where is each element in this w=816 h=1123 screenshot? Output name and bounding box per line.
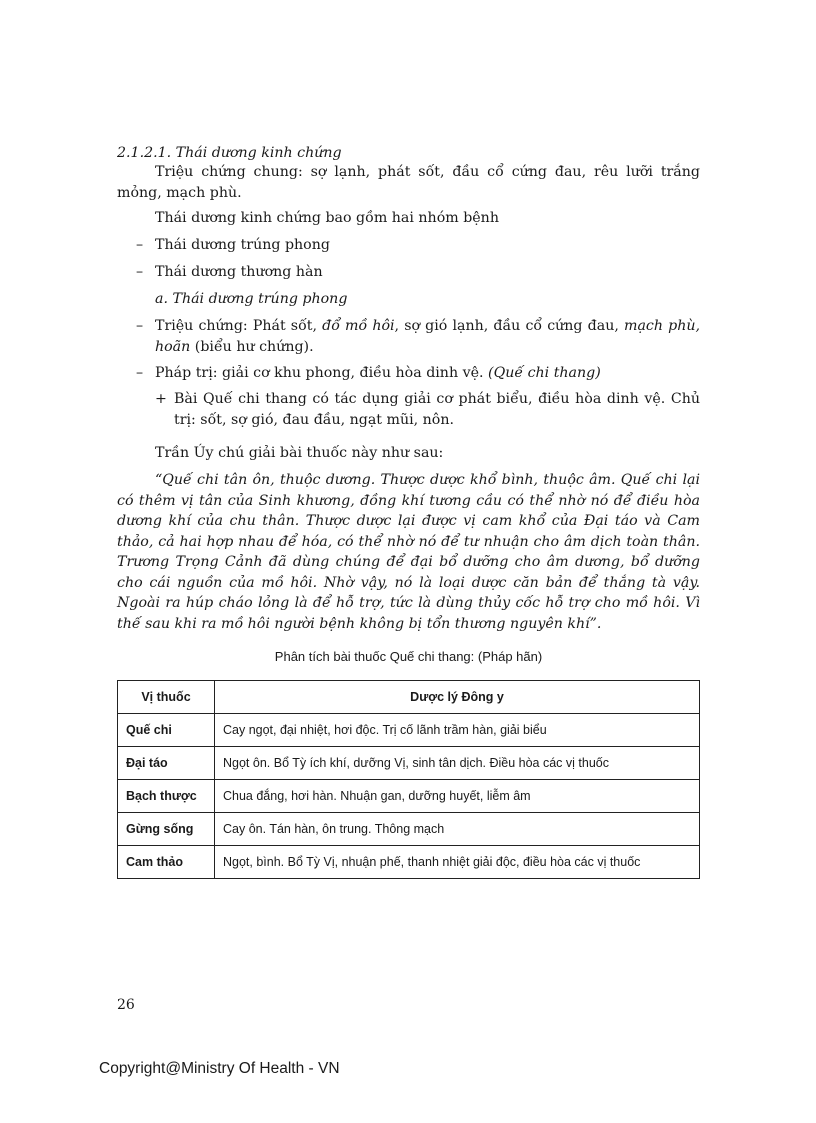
includes-paragraph: Thái dương kinh chứng bao gồm hai nhóm bệnh bbox=[155, 210, 499, 226]
symptom-emphasis: đổ mồ hôi bbox=[322, 318, 395, 334]
list-item bbox=[136, 316, 700, 357]
page-number: 26 bbox=[117, 997, 135, 1013]
list-item bbox=[136, 262, 700, 283]
herb-properties: Cay ngọt, đại nhiệt, hơi độc. Trị cố lãnh trầm hàn, giải biểu bbox=[215, 714, 700, 747]
subheading: a. Thái dương trúng phong bbox=[155, 291, 348, 307]
treatment-item bbox=[155, 363, 700, 384]
herb-name: Đại táo bbox=[118, 747, 215, 780]
symptoms-paragraph: Triệu chứng chung: sợ lạnh, phát sốt, đầu cổ cứng đau, rêu lưỡi trắng mỏng, mạch phù. bbox=[117, 164, 700, 201]
table-row bbox=[118, 714, 700, 747]
copyright-notice: Copyright@Ministry Of Health - VN bbox=[99, 1060, 340, 1077]
list-item bbox=[136, 235, 700, 256]
remedy-note: Bài Quế chi thang có tác dụng giải cơ phát biểu, điều hòa dinh vệ. Chủ trị: sốt, sợ gió, đau đầu, ngạt mũi, nôn. bbox=[174, 391, 700, 428]
symptom-text: (biểu hư chứng). bbox=[194, 338, 314, 355]
herb-name: Bạch thược bbox=[118, 780, 215, 813]
group1-text: Thái dương trúng phong bbox=[155, 237, 330, 253]
commentary-intro: Trần Úy chú giải bài thuốc này như sau: bbox=[155, 445, 444, 461]
herb-properties: Ngọt, bình. Bổ Tỳ Vị, nhuận phế, thanh nhiệt giải độc, điều hòa các vị thuốc bbox=[215, 846, 700, 879]
symptom-text: Triệu chứng: Phát sốt, bbox=[155, 318, 317, 334]
table-header-row bbox=[118, 681, 700, 714]
herb-properties: Cay ôn. Tán hàn, ôn trung. Thông mạch bbox=[215, 813, 700, 846]
commentary-quote: “Quế chi tân ôn, thuộc dương. Thược dược khổ bình, thuộc âm. Quế chi lại có thêm vị tân của Sinh khương, đồng khí tương cầu có thể nhờ nó để điều hòa dương khí của chu thân. Thược dược lại được vị cam khổ của Đại táo và Cam thảo, cả hai hợp nhau để hóa, có thể nhờ nó để tư nhuận cho âm dịch toàn thân. Trương Trọng Cảnh đã dùng chúng để đại bổ dưỡng cho âm dương, bổ dưỡng cho cái nguồn của mồ hôi. Nhờ vậy, nó là loại dược căn bản để thắng tà vậy. Ngoài ra húp cháo lỏng là để hỗ trợ, tức là dùng thủy cốc hỗ trợ cho mồ hôi. Vì thế sau khi ra mồ hôi người bệnh không bị tổn thương nguyên khí”. bbox=[117, 472, 700, 632]
herb-name: Quế chi bbox=[118, 714, 215, 747]
section-heading: 2.1.2.1. Thái dương kinh chứng bbox=[117, 145, 342, 161]
table-caption: Phân tích bài thuốc Quế chi thang: (Pháp hãn) bbox=[274, 649, 543, 664]
list-item bbox=[136, 363, 700, 384]
symptom-item bbox=[155, 316, 700, 357]
table-row bbox=[118, 813, 700, 846]
herb-properties: Chua đắng, hơi hàn. Nhuận gan, dưỡng huyết, liễm âm bbox=[215, 780, 700, 813]
column-header: Vị thuốc bbox=[118, 681, 215, 714]
treatment-text: Pháp trị: giải cơ khu phong, điều hòa dinh vệ. bbox=[155, 365, 484, 381]
list-item bbox=[155, 389, 700, 430]
remedy-name: (Quế chi thang) bbox=[488, 365, 601, 381]
dash-bullet: – bbox=[136, 264, 144, 280]
herb-name: Cam thảo bbox=[118, 846, 215, 879]
symptom-text: , sợ gió lạnh, đầu cổ cứng đau, bbox=[394, 318, 619, 334]
table-row bbox=[118, 747, 700, 780]
herb-table bbox=[117, 680, 700, 879]
dash-bullet: – bbox=[136, 318, 144, 334]
herb-properties: Ngọt ôn. Bổ Tỳ ích khí, dưỡng Vị, sinh tân dịch. Điều hòa các vị thuốc bbox=[215, 747, 700, 780]
group2-text: Thái dương thương hàn bbox=[155, 264, 323, 280]
pulse-emphasis: mạch phù, hoãn bbox=[155, 318, 701, 355]
table-row bbox=[118, 780, 700, 813]
column-header: Dược lý Đông y bbox=[215, 681, 700, 714]
dash-bullet: – bbox=[136, 237, 144, 253]
plus-bullet: + bbox=[155, 391, 167, 407]
table-row bbox=[118, 846, 700, 879]
dash-bullet: – bbox=[136, 365, 144, 381]
herb-name: Gừng sống bbox=[118, 813, 215, 846]
